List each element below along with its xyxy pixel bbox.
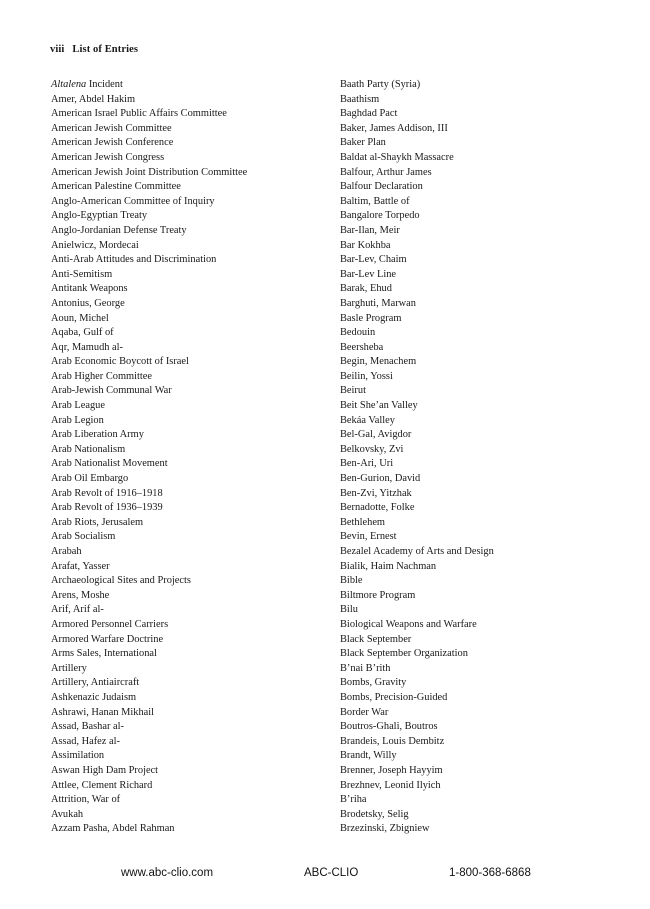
entry-text: Baker, James Addison, III [340, 122, 448, 134]
footer-publisher: ABC-CLIO [304, 867, 359, 879]
entry-item [340, 355, 610, 370]
entry-text: Incident [86, 79, 123, 90]
entry-item [51, 822, 321, 837]
entry-italic-text: Altalena [51, 79, 87, 90]
entry-text: Azzam Pasha, Abdel Rahman [51, 823, 175, 835]
entry-text: Anielwicz, Mordecai [51, 239, 139, 251]
page-header [50, 44, 138, 55]
entry-text: B’riha [340, 794, 367, 806]
entry-item [340, 399, 610, 414]
entry-text: Baker Plan [340, 137, 386, 149]
entry-item [340, 603, 610, 618]
entry-text: Arab Riots, Jerusalem [51, 516, 144, 528]
entry-text: Bernadotte, Folke [340, 502, 415, 514]
entry-text: Attlee, Clement Richard [51, 779, 153, 791]
entry-item [340, 209, 610, 224]
entry-text: Bible [340, 575, 363, 587]
entry-text: Black September [340, 633, 412, 645]
entry-item [340, 443, 610, 458]
entry-text: Arab League [51, 400, 105, 412]
entry-text: Arms Sales, International [51, 648, 157, 660]
entry-item [51, 297, 321, 312]
entry-text: American Jewish Congress [51, 151, 165, 163]
entry-text: Artillery [51, 662, 87, 674]
footer-url: www.abc-clio.com [121, 867, 214, 879]
entry-text: Aswan High Dam Project [51, 764, 159, 776]
entry-text: Border War [340, 706, 389, 718]
entry-item [51, 414, 321, 429]
entry-text: Arab-Jewish Communal War [51, 385, 172, 397]
entry-text: Beilin, Yossi [340, 370, 393, 382]
entry-text: Bevin, Ernest [340, 531, 397, 543]
entry-item [51, 530, 321, 545]
entry-item [340, 691, 610, 706]
entry-item [340, 297, 610, 312]
entry-text: Bel-Gal, Avigdor [340, 429, 412, 441]
entry-item [51, 706, 321, 721]
entry-text: Aoun, Michel [51, 312, 109, 324]
entry-item [51, 399, 321, 414]
entries-column-left [51, 78, 321, 837]
entry-text: Assad, Hafez al- [51, 735, 120, 747]
entry-text: Biological Weapons and Warfare [340, 618, 477, 630]
entry-text: Belkovsky, Zvi [340, 443, 404, 455]
entry-item [340, 501, 610, 516]
entry-text: Barak, Ehud [340, 283, 392, 295]
entry-text: Black September Organization [340, 648, 468, 660]
entry-item [340, 224, 610, 239]
entry-item [51, 180, 321, 195]
entry-item [340, 764, 610, 779]
entry-item [340, 706, 610, 721]
entry-text: Bombs, Gravity [340, 677, 407, 689]
entry-text: Arif, Arif al- [51, 604, 104, 616]
entry-text: Bekáa Valley [340, 414, 395, 426]
entry-text: Ashkenazic Judaism [51, 691, 137, 703]
entry-item [340, 268, 610, 283]
entry-text: Begin, Menachem [340, 356, 417, 368]
entry-text: Bar-Ilan, Meir [340, 224, 400, 236]
entry-item [340, 647, 610, 662]
entry-item [51, 720, 321, 735]
entry-item [51, 749, 321, 764]
entry-item [51, 647, 321, 662]
entry-text: Avukah [51, 808, 84, 820]
entry-item [340, 326, 610, 341]
entry-item [340, 633, 610, 648]
entry-text: Archaeological Sites and Projects [51, 575, 191, 587]
entry-text: Anti-Semitism [51, 268, 113, 280]
entry-item [51, 370, 321, 385]
entry-item [340, 341, 610, 356]
entry-item [340, 136, 610, 151]
entry-text: Baathism [340, 93, 380, 105]
entry-text: Boutros-Ghali, Boutros [340, 721, 438, 733]
entry-item [51, 574, 321, 589]
entry-item [51, 676, 321, 691]
entry-item [51, 355, 321, 370]
entry-text: Arab Revolt of 1936–1939 [51, 502, 163, 514]
entry-text: Arab Oil Embargo [51, 473, 129, 485]
entry-text: Antonius, George [51, 297, 125, 309]
entry-item [340, 414, 610, 429]
page-title: List of Entries [72, 44, 139, 55]
entry-item [340, 472, 610, 487]
entry-item [340, 239, 610, 254]
entry-item [51, 618, 321, 633]
entry-text: Bezalel Academy of Arts and Design [340, 546, 494, 557]
entry-text: Armored Personnel Carriers [51, 618, 169, 630]
entry-text: Beersheba [340, 341, 384, 353]
entry-text: American Jewish Joint Distribution Committee [51, 166, 248, 178]
entry-item [51, 735, 321, 750]
entry-item [340, 530, 610, 545]
entry-item [340, 384, 610, 399]
entry-text: Bangalore Torpedo [340, 210, 420, 222]
entry-text: Amer, Abdel Hakim [51, 93, 136, 105]
entry-item [51, 589, 321, 604]
entry-item [340, 574, 610, 589]
entry-item [340, 107, 610, 122]
entry-item [51, 253, 321, 268]
entry-item [51, 78, 321, 93]
entry-text: Bar-Lev Line [340, 268, 397, 280]
entry-item [340, 282, 610, 297]
entry-item [51, 779, 321, 794]
entry-text: Arab Nationalism [51, 443, 126, 455]
entry-item [51, 793, 321, 808]
entry-text: Arab Economic Boycott of Israel [51, 356, 189, 368]
entry-item [340, 793, 610, 808]
entry-item [340, 808, 610, 823]
entry-text: Aqr, Mamudh al- [51, 341, 124, 353]
entry-text: American Jewish Conference [51, 137, 174, 149]
entry-item [51, 151, 321, 166]
entry-item [51, 560, 321, 575]
entry-item [340, 457, 610, 472]
entry-item [51, 209, 321, 224]
entry-item [51, 136, 321, 151]
entry-text: Arab Higher Committee [51, 370, 152, 382]
entry-item [51, 326, 321, 341]
entry-text: Ben-Gurion, David [340, 473, 421, 485]
entry-item [51, 603, 321, 618]
entry-item [51, 808, 321, 823]
entry-text: Barghuti, Marwan [340, 297, 416, 309]
entry-item [340, 545, 610, 560]
entry-item [340, 122, 610, 137]
entry-item [340, 662, 610, 677]
entry-item [51, 764, 321, 779]
entry-item [51, 268, 321, 283]
entry-text: Artillery, Antiaircraft [51, 677, 140, 689]
entry-item [51, 166, 321, 181]
entry-text: Brandt, Willy [340, 750, 397, 762]
entry-item [340, 151, 610, 166]
entry-item [340, 487, 610, 502]
entry-text: Ben-Ari, Uri [340, 458, 394, 470]
entry-text: Brandeis, Louis Dembitz [340, 735, 445, 747]
entry-item [340, 676, 610, 691]
entry-item [340, 720, 610, 735]
entry-text: Assimilation [51, 750, 105, 762]
entry-item [51, 224, 321, 239]
entry-text: Balfour, Arthur James [340, 166, 432, 178]
entry-text: Assad, Bashar al- [51, 721, 125, 733]
entry-text: Anglo-Egyptian Treaty [51, 210, 148, 222]
entry-text: Aqaba, Gulf of [51, 327, 114, 339]
entry-text: Bilu [340, 604, 358, 616]
entry-text: Bethlehem [340, 516, 386, 528]
entry-text: Balfour Declaration [340, 181, 423, 193]
entry-item [340, 516, 610, 531]
entry-item [51, 312, 321, 327]
entry-text: Arens, Moshe [51, 589, 110, 601]
page-footer [0, 867, 650, 883]
entry-item [340, 78, 610, 93]
entry-text: Beit She’an Valley [340, 400, 418, 412]
entry-text: B’nai B’rith [340, 662, 391, 674]
entry-item [340, 822, 610, 837]
entry-text: Anti-Arab Attitudes and Discrimination [51, 254, 217, 266]
entry-text: Beirut [340, 385, 366, 397]
entry-item [340, 428, 610, 443]
entry-text: Baath Party (Syria) [340, 79, 421, 90]
entry-text: Baldat al-Shaykh Massacre [340, 151, 454, 163]
entry-item [51, 633, 321, 648]
entry-text: Arab Liberation Army [51, 429, 144, 441]
entry-text: Basle Program [340, 312, 402, 324]
entry-text: Arafat, Yasser [51, 560, 110, 572]
entry-item [340, 560, 610, 575]
entries-column-right [340, 78, 610, 837]
entry-item [51, 545, 321, 560]
entry-text: Brzezinski, Zbigniew [340, 823, 430, 835]
entry-item [340, 749, 610, 764]
entry-text: Baltim, Battle of [340, 195, 410, 207]
entry-item [340, 589, 610, 604]
entry-text: Bialik, Haim Nachman [340, 560, 437, 572]
entry-text: Biltmore Program [340, 589, 416, 601]
entry-item [51, 457, 321, 472]
entry-item [51, 691, 321, 706]
entry-text: Antitank Weapons [51, 283, 128, 295]
entry-item [340, 618, 610, 633]
entry-item [340, 253, 610, 268]
entry-item [340, 93, 610, 108]
entry-text: Bedouin [340, 327, 376, 339]
entry-text: Anglo-American Committee of Inquiry [51, 195, 215, 207]
entry-text: Attrition, War of [51, 794, 121, 806]
footer-phone: 1-800-368-6868 [449, 867, 531, 879]
entry-item [340, 370, 610, 385]
entry-text: Arab Socialism [51, 531, 116, 543]
entry-item [51, 239, 321, 254]
entry-text: American Jewish Committee [51, 122, 172, 134]
entry-item [51, 107, 321, 122]
entry-item [51, 501, 321, 516]
entry-item [51, 195, 321, 210]
entry-item [340, 180, 610, 195]
entry-item [51, 472, 321, 487]
entry-text: Ashrawi, Hanan Mikhail [51, 706, 155, 718]
entry-text: Brezhnev, Leonid Ilyich [340, 779, 441, 791]
entry-item [51, 428, 321, 443]
entry-item [51, 122, 321, 137]
entry-item [340, 735, 610, 750]
entry-item [340, 312, 610, 327]
entry-item [340, 779, 610, 794]
entry-text: Bombs, Precision-Guided [340, 691, 448, 703]
entry-item [51, 443, 321, 458]
entry-text: American Israel Public Affairs Committee [51, 108, 227, 120]
entry-item [51, 662, 321, 677]
entry-text: Arabah [51, 546, 82, 557]
entry-text: Anglo-Jordanian Defense Treaty [51, 224, 187, 236]
entry-text: Ben-Zvi, Yitzhak [340, 487, 412, 499]
entry-item [340, 166, 610, 181]
entry-item [51, 93, 321, 108]
entry-text: Baghdad Pact [340, 108, 398, 120]
entry-item [51, 384, 321, 399]
page-number: viii [50, 44, 65, 55]
entry-item [51, 282, 321, 297]
entry-text: Arab Legion [51, 414, 104, 426]
entry-item [340, 195, 610, 210]
entry-text: Arab Revolt of 1916–1918 [51, 487, 163, 499]
entry-text: Bar-Lev, Chaim [340, 254, 407, 266]
entry-text: Bar Kokhba [340, 239, 391, 251]
entry-text: Armored Warfare Doctrine [51, 633, 164, 645]
entry-text: Arab Nationalist Movement [51, 458, 168, 470]
entry-text: American Palestine Committee [51, 181, 181, 193]
entry-text: Brenner, Joseph Hayyim [340, 764, 443, 776]
entry-item [51, 487, 321, 502]
entry-item [51, 341, 321, 356]
entry-item [51, 516, 321, 531]
entry-text: Brodetsky, Selig [340, 808, 409, 820]
